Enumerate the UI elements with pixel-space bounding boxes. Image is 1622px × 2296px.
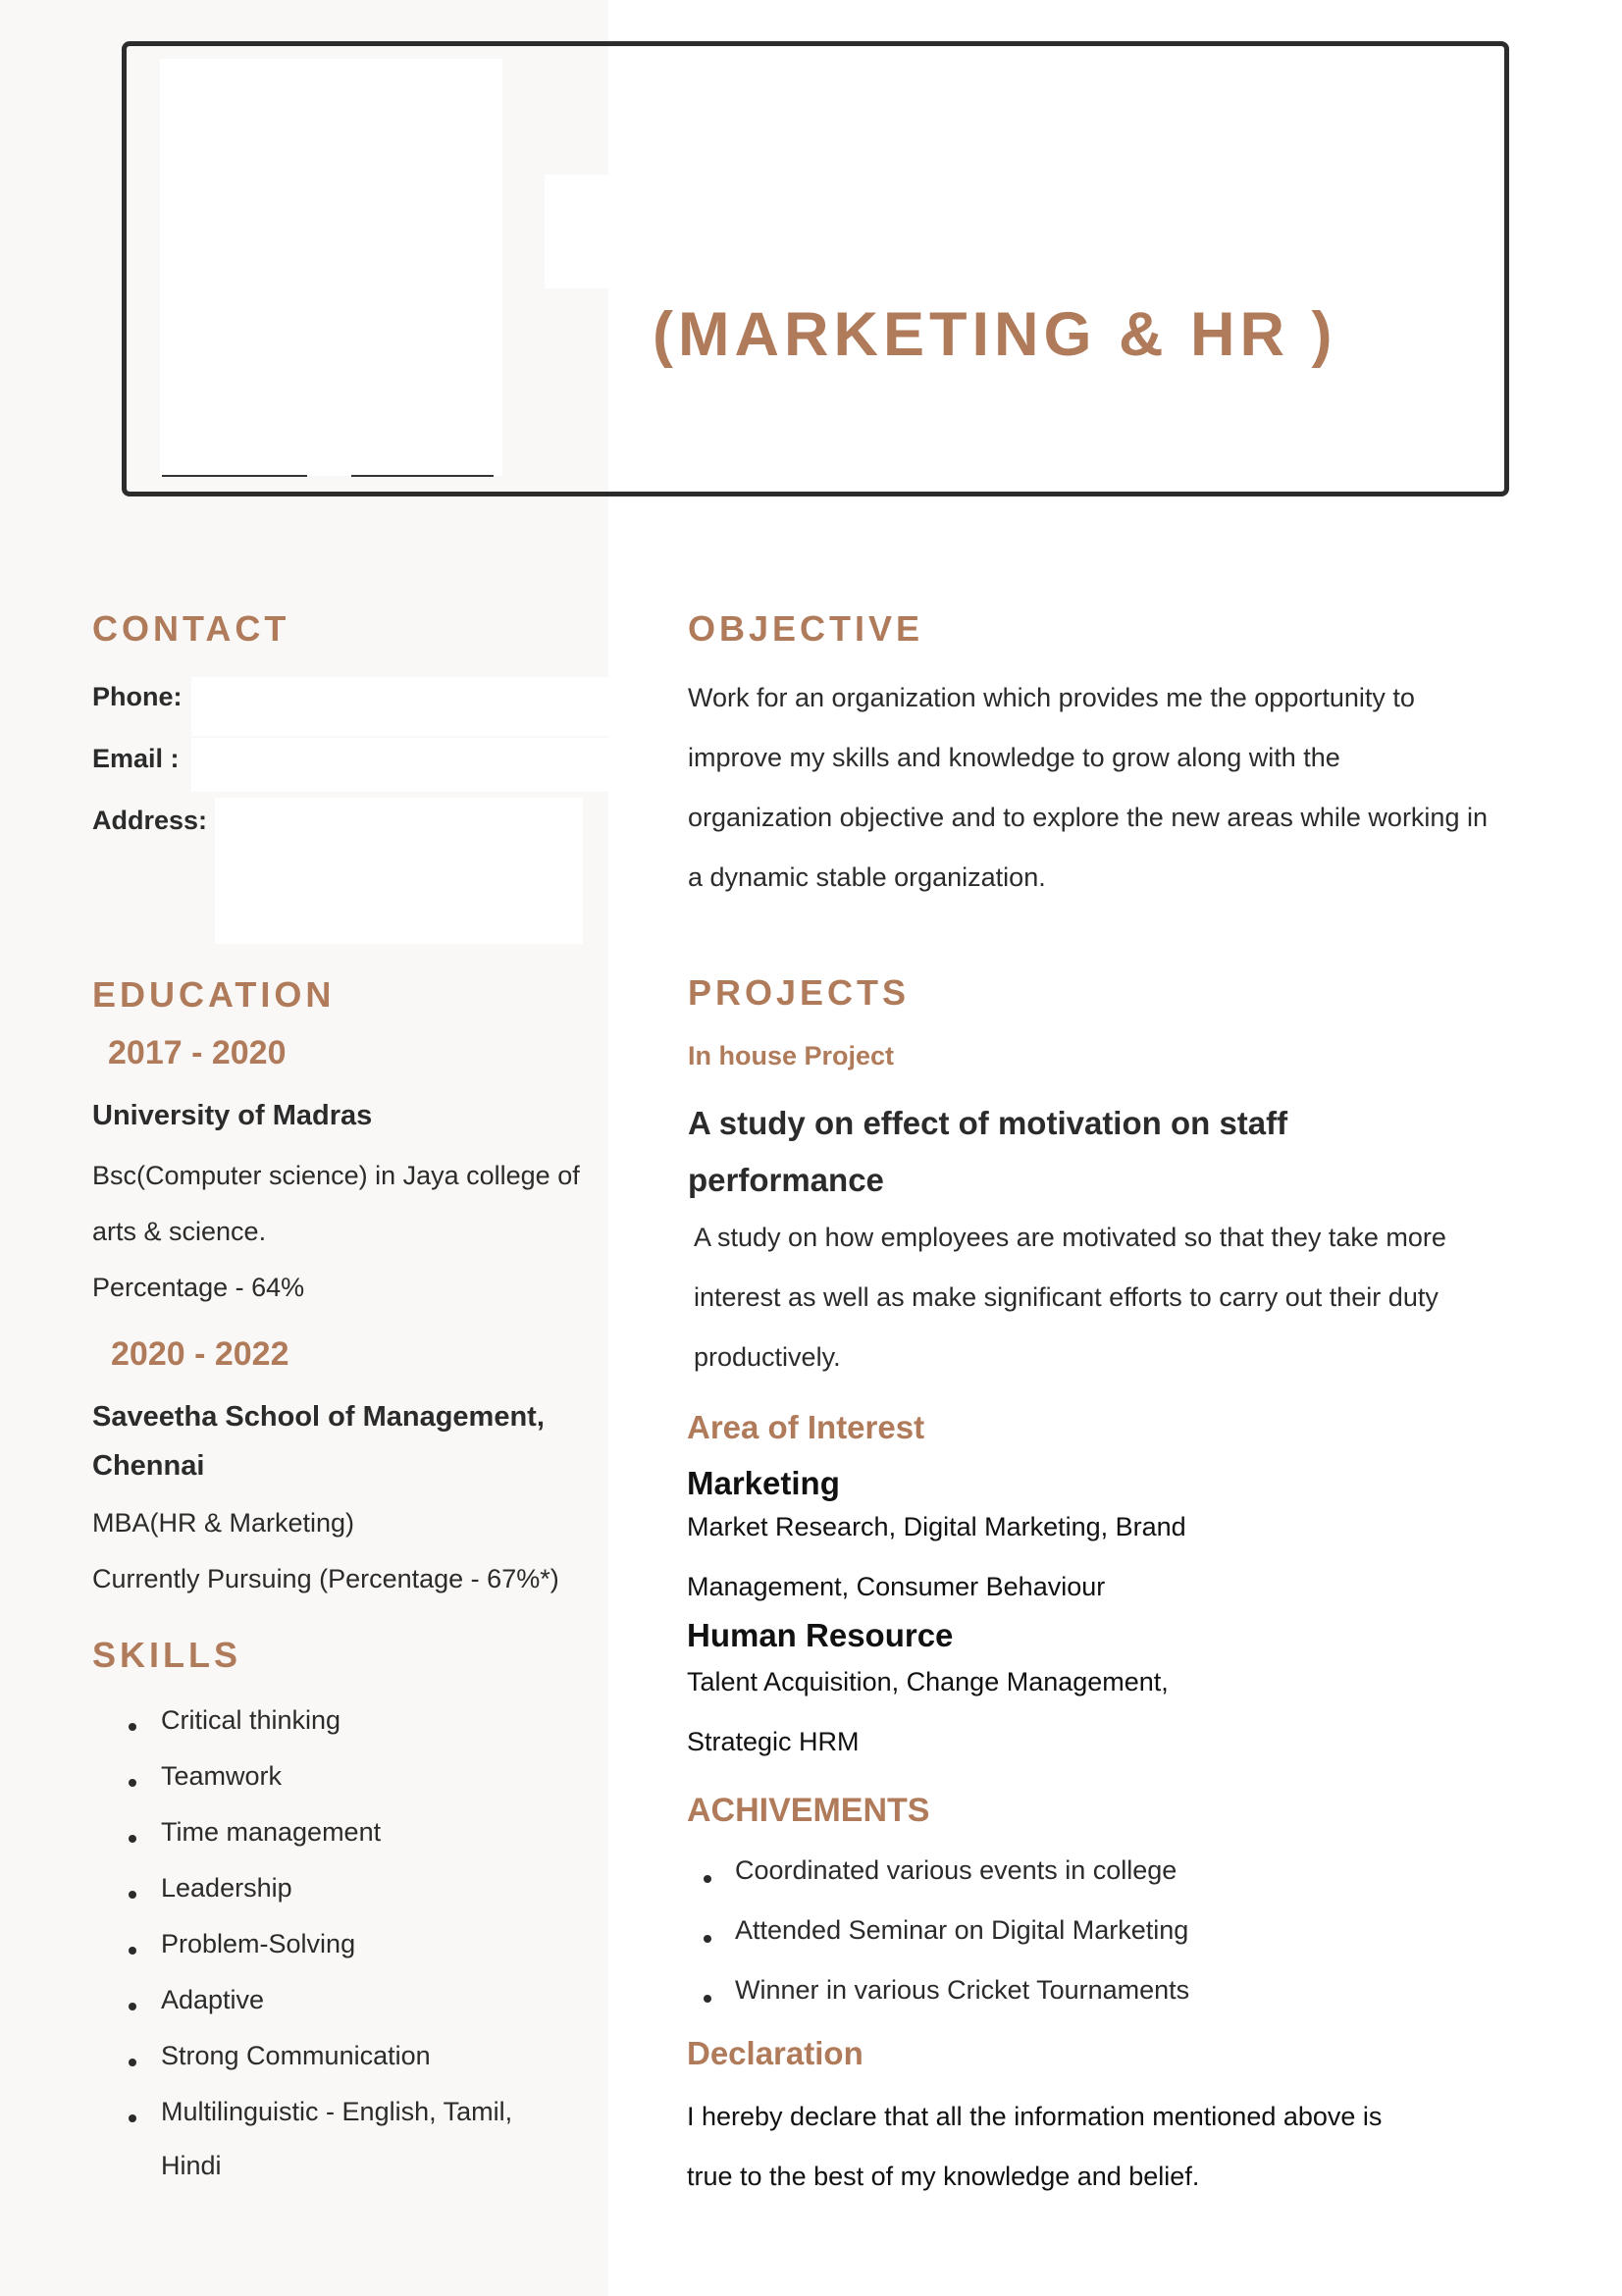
education-detail-2a: MBA(HR & Marketing) (92, 1508, 355, 1538)
profile-photo-placeholder (160, 59, 502, 476)
education-detail-1a: Bsc(Computer science) in Jaya college of (92, 1161, 580, 1190)
interest-marketing-line-2: Management, Consumer Behaviour (687, 1572, 1106, 1601)
project-desc-line-1: A study on how employees are motivated so that they take more (694, 1223, 1446, 1252)
skill-item: Critical thinking (92, 1698, 512, 1754)
redacted-email (191, 738, 608, 792)
declaration-line-1: I hereby declare that all the information mentioned above is (687, 2102, 1383, 2131)
education-percentage-1: Percentage - 64% (92, 1273, 305, 1302)
interest-hr-line-1: Talent Acquisition, Change Management, (687, 1667, 1169, 1696)
skill-item: Problem-Solving (92, 1922, 512, 1978)
skill-item: Strong Communication (92, 2034, 512, 2090)
contact-heading: CONTACT (92, 608, 290, 649)
declaration-line-2: true to the best of my knowledge and belief. (687, 2162, 1200, 2191)
skill-item: Leadership (92, 1866, 512, 1922)
achievement-item: Attended Seminar on Digital Marketing (667, 1908, 1189, 1968)
skill-item: Multilinguistic - English, Tamil, (92, 2090, 512, 2146)
job-title: (MARKETING & HR ) (653, 300, 1337, 369)
photo-underline-left (162, 475, 307, 477)
education-institution-2b: Chennai (92, 1450, 205, 1482)
skill-item: Teamwork (92, 1754, 512, 1810)
education-years-2: 2020 - 2022 (111, 1335, 289, 1373)
education-heading: EDUCATION (92, 974, 336, 1015)
objective-line-2: improve my skills and knowledge to grow along with the (688, 743, 1340, 772)
project-title-line-1: A study on effect of motivation on staff (688, 1105, 1288, 1141)
project-type: In house Project (688, 1041, 895, 1070)
interest-heading: Area of Interest (687, 1409, 925, 1445)
skill-item: Adaptive (92, 1978, 512, 2034)
objective-line-4: a dynamic stable organization. (688, 862, 1046, 892)
education-institution-1: University of Madras (92, 1100, 373, 1131)
achievements-list (667, 1849, 1189, 2028)
skill-item-continuation: Hindi (161, 2151, 222, 2180)
objective-heading: OBJECTIVE (688, 608, 924, 649)
redacted-phone (191, 677, 608, 736)
email-label: Email : (92, 744, 180, 773)
objective-line-1: Work for an organization which provides me the opportunity to (688, 683, 1415, 712)
education-years-1: 2017 - 2020 (108, 1034, 287, 1071)
project-desc-line-2: interest as well as make significant efforts to carry out their duty (694, 1282, 1439, 1312)
achievement-item: Coordinated various events in college (667, 1849, 1189, 1908)
skills-heading: SKILLS (92, 1635, 242, 1675)
achievement-item: Winner in various Cricket Tournaments (667, 1968, 1189, 2028)
skills-list (92, 1698, 512, 2146)
achievements-heading: ACHIVEMENTS (687, 1792, 930, 1829)
education-institution-2a: Saveetha School of Management, (92, 1401, 545, 1433)
objective-line-3: organization objective and to explore the new areas while working in (688, 803, 1488, 832)
interest-hr-title: Human Resource (687, 1617, 954, 1653)
education-detail-2b: Currently Pursuing (Percentage - 67%*) (92, 1564, 559, 1593)
photo-underline-right (351, 475, 494, 477)
skill-item: Time management (92, 1810, 512, 1866)
redacted-address (215, 798, 583, 944)
education-detail-1b: arts & science. (92, 1217, 267, 1246)
projects-heading: PROJECTS (688, 972, 911, 1013)
phone-label: Phone: (92, 682, 183, 711)
address-label: Address: (92, 806, 208, 835)
project-title-line-2: performance (688, 1162, 884, 1198)
redacted-name (545, 175, 613, 288)
interest-hr-line-2: Strategic HRM (687, 1727, 860, 1756)
declaration-heading: Declaration (687, 2035, 863, 2071)
interest-marketing-title: Marketing (687, 1465, 840, 1501)
project-desc-line-3: productively. (694, 1342, 841, 1372)
interest-marketing-line-1: Market Research, Digital Marketing, Brand (687, 1512, 1186, 1541)
